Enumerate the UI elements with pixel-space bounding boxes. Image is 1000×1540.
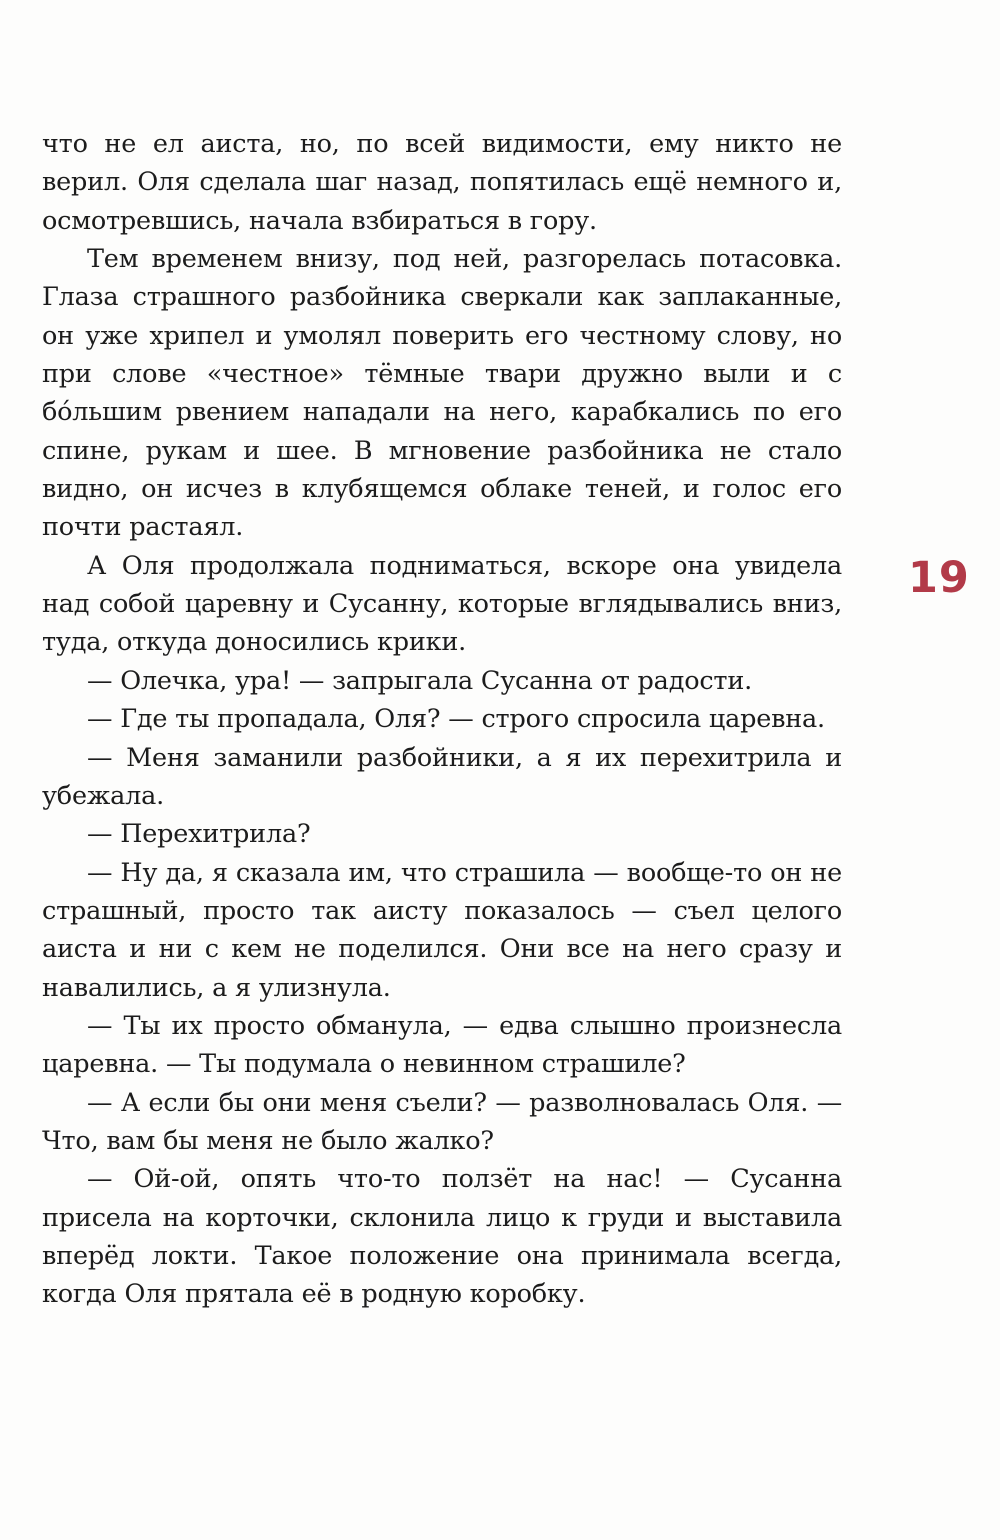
paragraph: Тем временем внизу, под ней, разгорелась потасовка. Глаза страшного разбойника сверкали как заплаканные, он уже хрипел и умолял поверить его честному слову, но при слове «честное» тёмные твари дружно выли и с бо́льшим рвением нападали на него, карабкались по его спине, рукам и шее. В мгновение разбойника не стало видно, он исчез в клубящемся облаке теней, и голос его почти растаял. — [42, 244, 842, 543]
dialogue-line: — Где ты пропадала, Оля? — строго спросила царевна. — [87, 704, 825, 735]
paragraph: А Оля продолжала подниматься, вскоре она увидела над собой царевну и Сусанну, которые вглядывались вниз, туда, откуда доносились крики. — [42, 550, 842, 658]
paragraph: что не ел аиста, но, по всей видимости, ему никто не верил. Оля сделала шаг назад, попятилась ещё немного и, осмотревшись, начала взбираться в гору. — [42, 129, 842, 236]
dialogue-line: — Ой-ой, опять что-то ползёт на нас! — Сусанна присела на корточки, склонила лицо к груди и выставила вперёд локти. Такое положение она принимала всегда, когда Оля прятала её в родную коробку. — [42, 1164, 842, 1310]
dialogue-line: — Меня заманили разбойники, а я их перехитрила и убежала. — [42, 742, 842, 811]
page-number: 19 — [908, 553, 970, 603]
dialogue-line: — Ну да, я сказала им, что страшила — вообще-то он не страшный, просто так аисту показалось — съел целого аиста и ни с кем не поделился. Они все на него сразу и навалились, а я улизнула. — [42, 857, 842, 1003]
body-text — [42, 125, 842, 1314]
dialogue-line: — Перехитрила? — [87, 819, 311, 850]
dialogue-line: — Ты их просто обманула, — едва слышно произнесла царевна. — Ты подумала о невинном страшиле? — [42, 1010, 842, 1080]
dialogue-line: — Олечка, ура! — запрыгала Сусанна от радости. — [87, 665, 753, 696]
dialogue-line: — А если бы они меня съели? — разволновалась Оля. — Что, вам бы меня не было жалко? — [42, 1087, 842, 1156]
